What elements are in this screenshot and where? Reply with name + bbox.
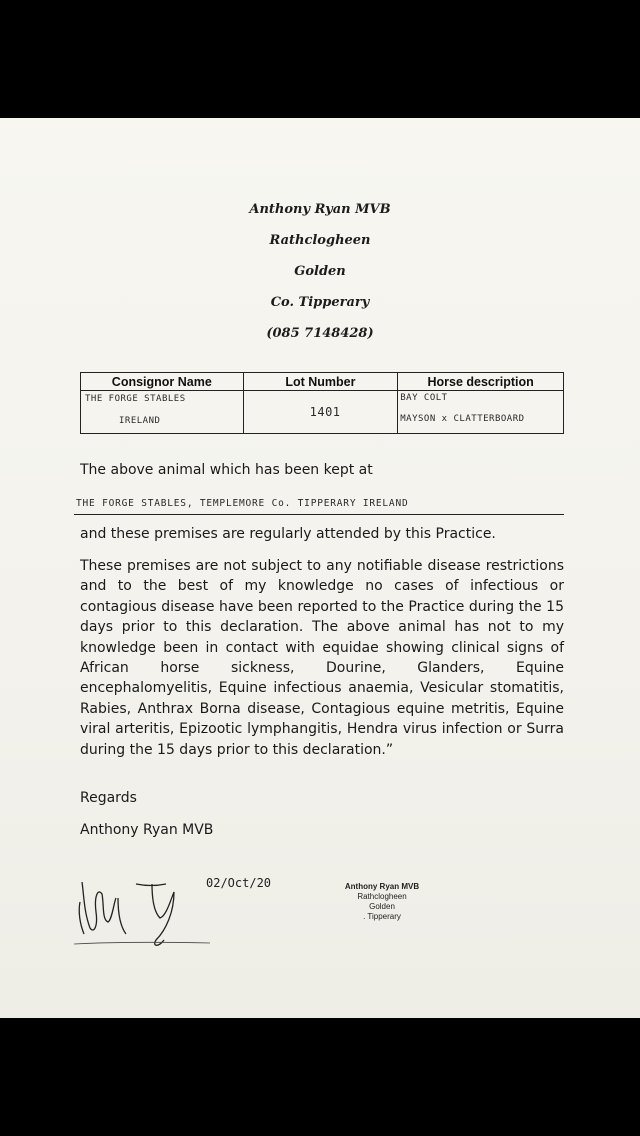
premises-line xyxy=(74,498,564,515)
address-line-3: Co. Tipperary xyxy=(270,295,370,310)
stamp-line-4: . Tipperary xyxy=(363,912,401,921)
stamp-line-3: Golden xyxy=(369,902,395,911)
address-line-1: Rathclogheen xyxy=(269,233,371,248)
consignor-name: THE FORGE STABLES xyxy=(85,394,186,404)
header-horse-description: Horse description xyxy=(398,373,564,391)
handwritten-signature xyxy=(74,872,214,952)
premises-handwritten: THE FORGE STABLES, TEMPLEMORE Co. TIPPERARY IRELAND xyxy=(76,498,409,509)
stamp-name: Anthony Ryan MVB xyxy=(344,882,420,891)
stamp-line-2: Rathclogheen xyxy=(357,892,407,901)
table-row xyxy=(81,391,564,434)
signer-name: Anthony Ryan MVB xyxy=(80,822,214,838)
regards-text: Regards xyxy=(80,790,137,806)
lot-table xyxy=(80,372,564,434)
header-lot-number: Lot Number xyxy=(243,373,398,391)
lot-cell xyxy=(243,391,398,434)
phone-number: (085 7148428) xyxy=(266,326,374,341)
signature-date: 02/Oct/20 xyxy=(206,876,272,890)
document-page xyxy=(0,118,640,1018)
header-consignor: Consignor Name xyxy=(81,373,244,391)
address-line-2: Golden xyxy=(294,264,346,279)
horse-colour-sex: BAY COLT xyxy=(400,393,448,403)
letterhead xyxy=(0,194,640,349)
horse-cell xyxy=(398,391,564,434)
declaration-paragraph: These premises are not subject to any notifiable disease restrictions and to the best of my knowledge no cases of infectious or contagious disease have been reported to the Practice during the 15 days prior to this declaration. The above animal has not to my knowledge been in contact with equidae showing clinical signs of African horse sickness, Dourine, Glanders, Equine encephalomyelitis, Equine infectious anaemia, Vesicular stomatitis, Rabies, Anthrax Borna disease, Contagious equine metritis, Equine viral arteritis, Epizootic lymphangitis, Hendra virus infection or Surra during the 15 days prior to this declaration.” xyxy=(80,558,564,758)
consignor-cell xyxy=(81,391,244,434)
kept-at-text: The above animal which has been kept at xyxy=(80,462,373,478)
horse-breeding: MAYSON x CLATTERBOARD xyxy=(400,414,525,424)
consignor-country: IRELAND xyxy=(119,416,161,426)
attended-text: and these premises are regularly attended by this Practice. xyxy=(80,526,496,542)
lot-number-value: 1401 xyxy=(309,405,341,419)
table-header-row xyxy=(81,373,564,391)
practice-stamp xyxy=(342,882,422,922)
vet-name: Anthony Ryan MVB xyxy=(249,202,391,217)
